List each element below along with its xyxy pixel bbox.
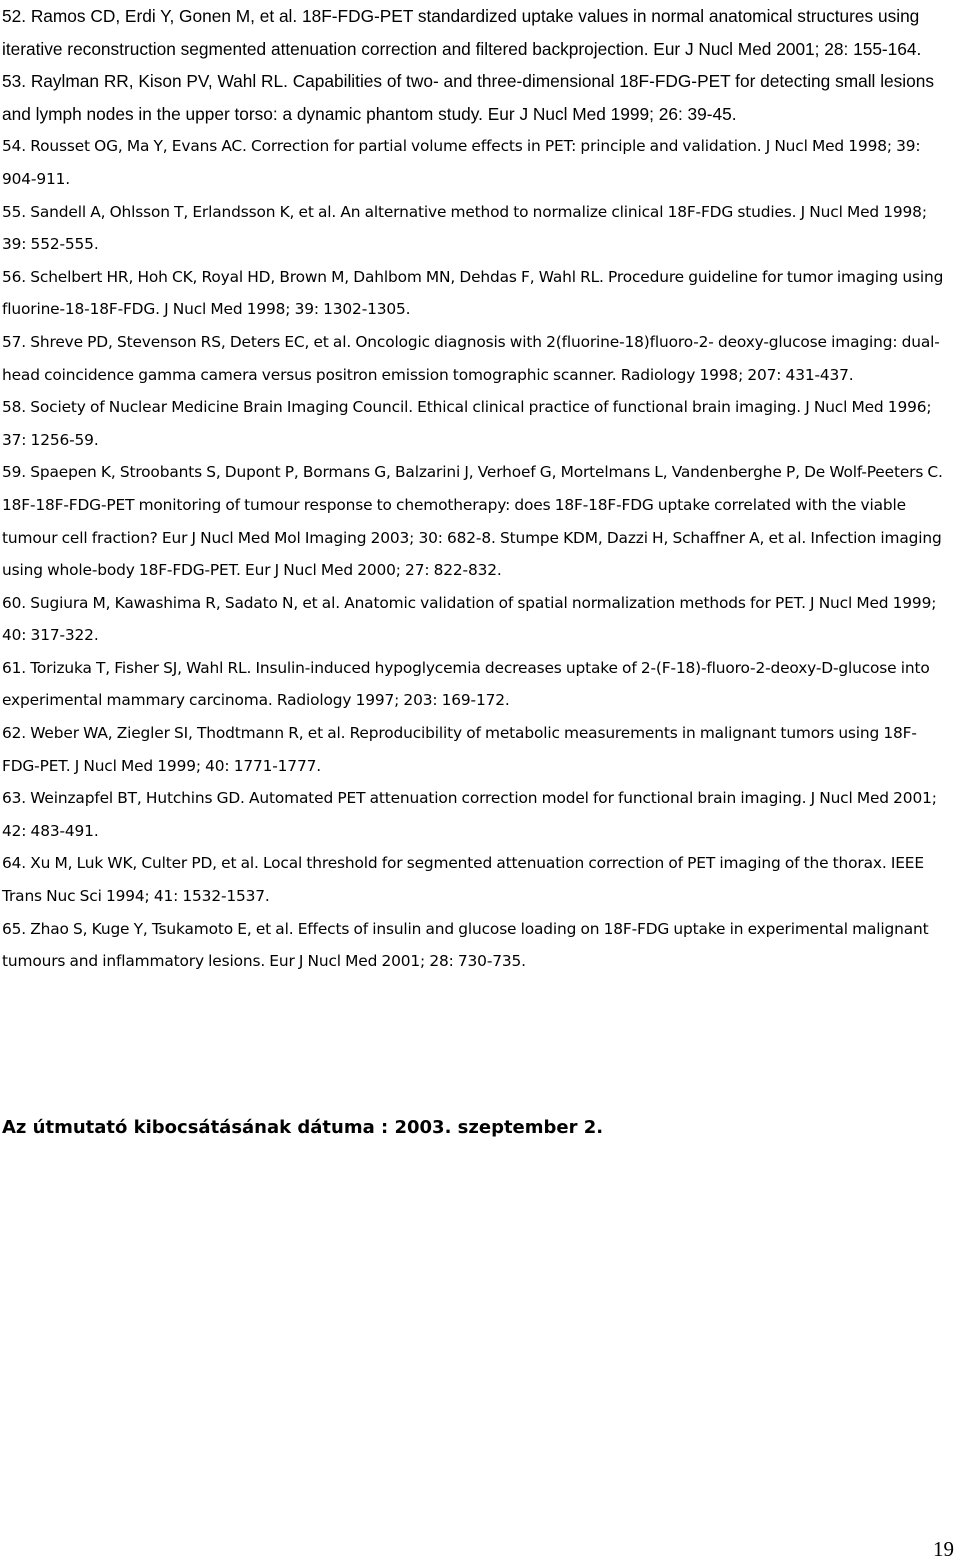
reference-item-60: 60. Sugiura M, Kawashima R, Sadato N, et al. Anatomic validation of spatial normalization methods for PET. J Nucl Med 1999; 40: 317-322. bbox=[2, 593, 937, 645]
reference-item-65: 65. Zhao S, Kuge Y, Tsukamoto E, et al. Effects of insulin and glucose loading on 18F-FDG uptake in experimental malignant tumours and inflammatory lesions. Eur J Nucl Med 2001; 28: 730-735. bbox=[2, 919, 929, 971]
reference-item-55: 55. Sandell A, Ohlsson T, Erlandsson K, et al. An alternative method to normalize clinical 18F-FDG studies. J Nucl Med 1998; 39: 552-555. bbox=[2, 202, 927, 254]
reference-item-64: 64. Xu M, Luk WK, Culter PD, et al. Local threshold for segmented attenuation correction of PET imaging of the thorax. IEEE Trans Nuc Sci 1994; 41: 1532-1537. bbox=[2, 854, 924, 906]
reference-item-58: 58. Society of Nuclear Medicine Brain Imaging Council. Ethical clinical practice of functional brain imaging. J Nucl Med 1996; 37: 1256-59. bbox=[2, 398, 932, 449]
page-number: 19 bbox=[933, 1537, 954, 1561]
reference-item-56: 56. Schelbert HR, Hoh CK, Royal HD, Brown M, Dahlbom MN, Dehdas F, Wahl RL. Procedure guideline for tumor imaging using fluorine-18-18F-FDG. J Nucl Med 1998; 39: 1302-1305. bbox=[2, 267, 944, 319]
reference-item-52: 52. Ramos CD, Erdi Y, Gonen M, et al. 18F-FDG-PET standardized uptake values in normal anatomical structures using iterative reconstruction segmented attenuation correction and filtered backprojection. Eur J Nucl Med 2001; 28: 155-164. bbox=[2, 6, 922, 59]
reference-item-63: 63. Weinzapfel BT, Hutchins GD. Automated PET attenuation correction model for functional brain imaging. J Nucl Med 2001; 42: 483-491. bbox=[2, 789, 937, 840]
reference-list bbox=[2, 0, 954, 978]
reference-item-59: 59. Spaepen K, Stroobants S, Dupont P, Bormans G, Balzarini J, Verhoef G, Mortelmans L, Vandenberghe P, De Wolf-Peeters C. 18F-18F-FDG-PET monitoring of tumour response to chemotherapy: does 18F-18F-FDG uptake correlated with the viable tumour cell fraction? Eur J Nucl Med Mol Imaging 2003; 30: 682-8. Stumpe KDM, Dazzi H, Schaffner A, et al. Infection imaging using whole-body 18F-FDG-PET. Eur J Nucl Med 2000; 27: 822-832. bbox=[2, 463, 943, 580]
reference-item-53: 53. Raylman RR, Kison PV, Wahl RL. Capabilities of two- and three-dimensional 18F-FDG-PET for detecting small lesions and lymph nodes in the upper torso: a dynamic phantom study. Eur J Nucl Med 1999; 26: 39-45. bbox=[2, 71, 934, 124]
reference-item-62: 62. Weber WA, Ziegler SI, Thodtmann R, et al. Reproducibility of metabolic measurements in malignant tumors using 18F-FDG-PET. J Nucl Med 1999; 40: 1771-1777. bbox=[2, 724, 917, 775]
reference-item-61: 61. Torizuka T, Fisher SJ, Wahl RL. Insulin-induced hypoglycemia decreases uptake of 2-(F-18)-fluoro-2-deoxy-D-glucose into experimental mammary carcinoma. Radiology 1997; 203: 169-172. bbox=[2, 658, 930, 710]
reference-item-54: 54. Rousset OG, Ma Y, Evans AC. Correction for partial volume effects in PET: principle and validation. J Nucl Med 1998; 39: 904-911. bbox=[2, 137, 921, 188]
reference-item-57: 57. Shreve PD, Stevenson RS, Deters EC, et al. Oncologic diagnosis with 2(fluorine-18)fluoro-2- deoxy-glucose imaging: dual-head coincidence gamma camera versus positron emission tomographic scanner. Radiology 1998; 207: 431-437. bbox=[2, 332, 940, 384]
issue-date-line: Az útmutató kibocsátásának dátuma : 2003. szeptember 2. bbox=[2, 1117, 604, 1138]
